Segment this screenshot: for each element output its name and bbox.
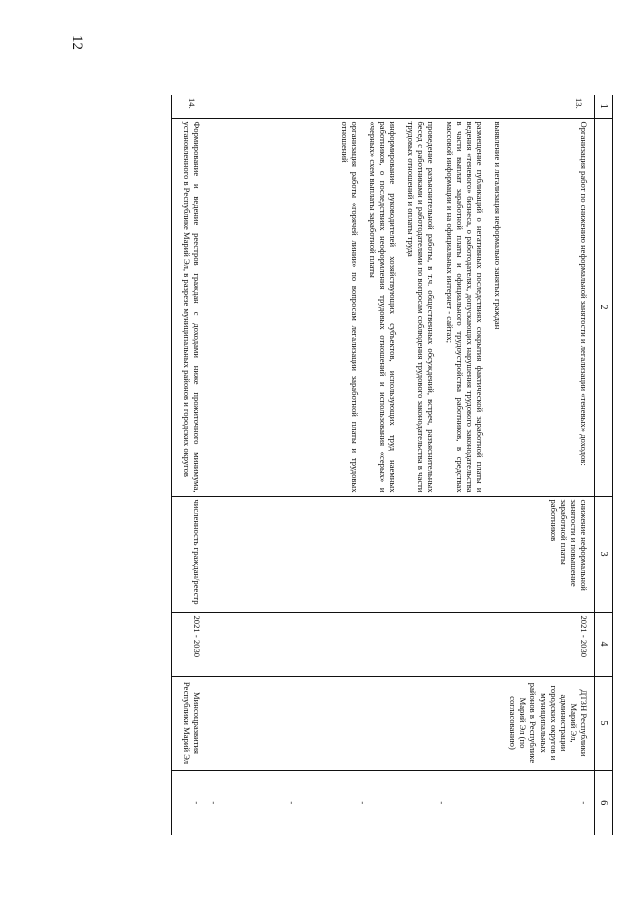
- row-number: [172, 95, 209, 118]
- executor-cell: [172, 676, 209, 770]
- table-row: [172, 95, 209, 835]
- column-header: 3: [595, 496, 613, 612]
- row-number-value: 14.: [187, 98, 198, 109]
- result-text: численность граждан/реестр: [192, 499, 203, 605]
- col6-value: -: [208, 801, 219, 805]
- period-cell: [172, 612, 209, 676]
- row-number: [209, 95, 595, 118]
- measure-subitem: организация работы «горячей линии» по вопросам легализации заработной платы и трудовых отношений: [339, 121, 360, 493]
- executor-text: Минсоцразвития Республики Марий Эл: [182, 681, 203, 765]
- column-header: 2: [595, 118, 613, 496]
- result-cell: [209, 496, 595, 612]
- col6-value: -: [437, 801, 448, 805]
- measure-subitem: проведение разъяснительной работы, в т.ч. общественных обсуждений, встреч, разъяснительных бесед с работниками и работодателями по вопросам соблюдения трудового законодательства в части трудовых отношений и оплаты труда: [406, 121, 437, 493]
- column-header: 5: [595, 676, 613, 770]
- period-text: 2021 - 2030: [579, 615, 590, 658]
- column-header: 6: [595, 770, 613, 835]
- col6-value: -: [357, 801, 368, 805]
- page-number: 12: [69, 35, 85, 50]
- result-text: снижение неформальной занятости и повышение заработной платы работников: [548, 499, 590, 591]
- measure-subitem: размещение публикаций о негативных последствиях сокрытия фактической заработной платы и ведения «теневого» бизнеса, о работодателях, допускающих нарушения трудового законодательства в части выплат заработной платы и официального трудоустройства работников, в средствах массовой информации и на официальных интернет - сайтах;: [444, 121, 486, 493]
- col6-cell: [209, 770, 595, 835]
- executor-text: ДТЗН Республики Марий Эл, администрации городских округов и муниципальных районов в Республике Марий Эл (по согласованию): [508, 682, 590, 764]
- measure-subitem: информирование руководителей хозяйствующих субъектов, использующих труд наемных работников, о последствиях неоформления трудовых отношений и использования «серых» и «черных» схем выплаты заработной платы: [367, 121, 399, 493]
- column-header: 1: [595, 95, 613, 118]
- measure-cell: [209, 118, 595, 496]
- col6-value: -: [192, 801, 203, 805]
- period-text: 2021 - 2030: [192, 615, 203, 658]
- measures-table: [171, 95, 613, 835]
- period-cell: [209, 612, 595, 676]
- rotated-page: [108, 95, 613, 870]
- measure-title: Формирование и ведение реестров граждан с доходами ниже прожиточного минимума, установленного в Республике Марий Эл, в разрезе муниципальных районов и городских округов: [182, 121, 203, 493]
- column-header: 4: [595, 612, 613, 676]
- col6-cell: [172, 770, 209, 835]
- result-cell: [172, 496, 209, 612]
- row-number-value: 13.: [574, 98, 585, 109]
- measure-subitem: выявление и легализация неформально занятых граждан: [493, 121, 504, 330]
- header-row: [595, 95, 613, 835]
- executor-cell: [209, 676, 595, 770]
- measure-title: Организация работ по снижению неформальной занятости и легализации «теневых» доходов:: [579, 121, 590, 466]
- col6-value: -: [579, 801, 590, 805]
- table-row: [209, 95, 595, 835]
- measure-cell: [172, 118, 209, 496]
- col6-value: -: [286, 801, 297, 805]
